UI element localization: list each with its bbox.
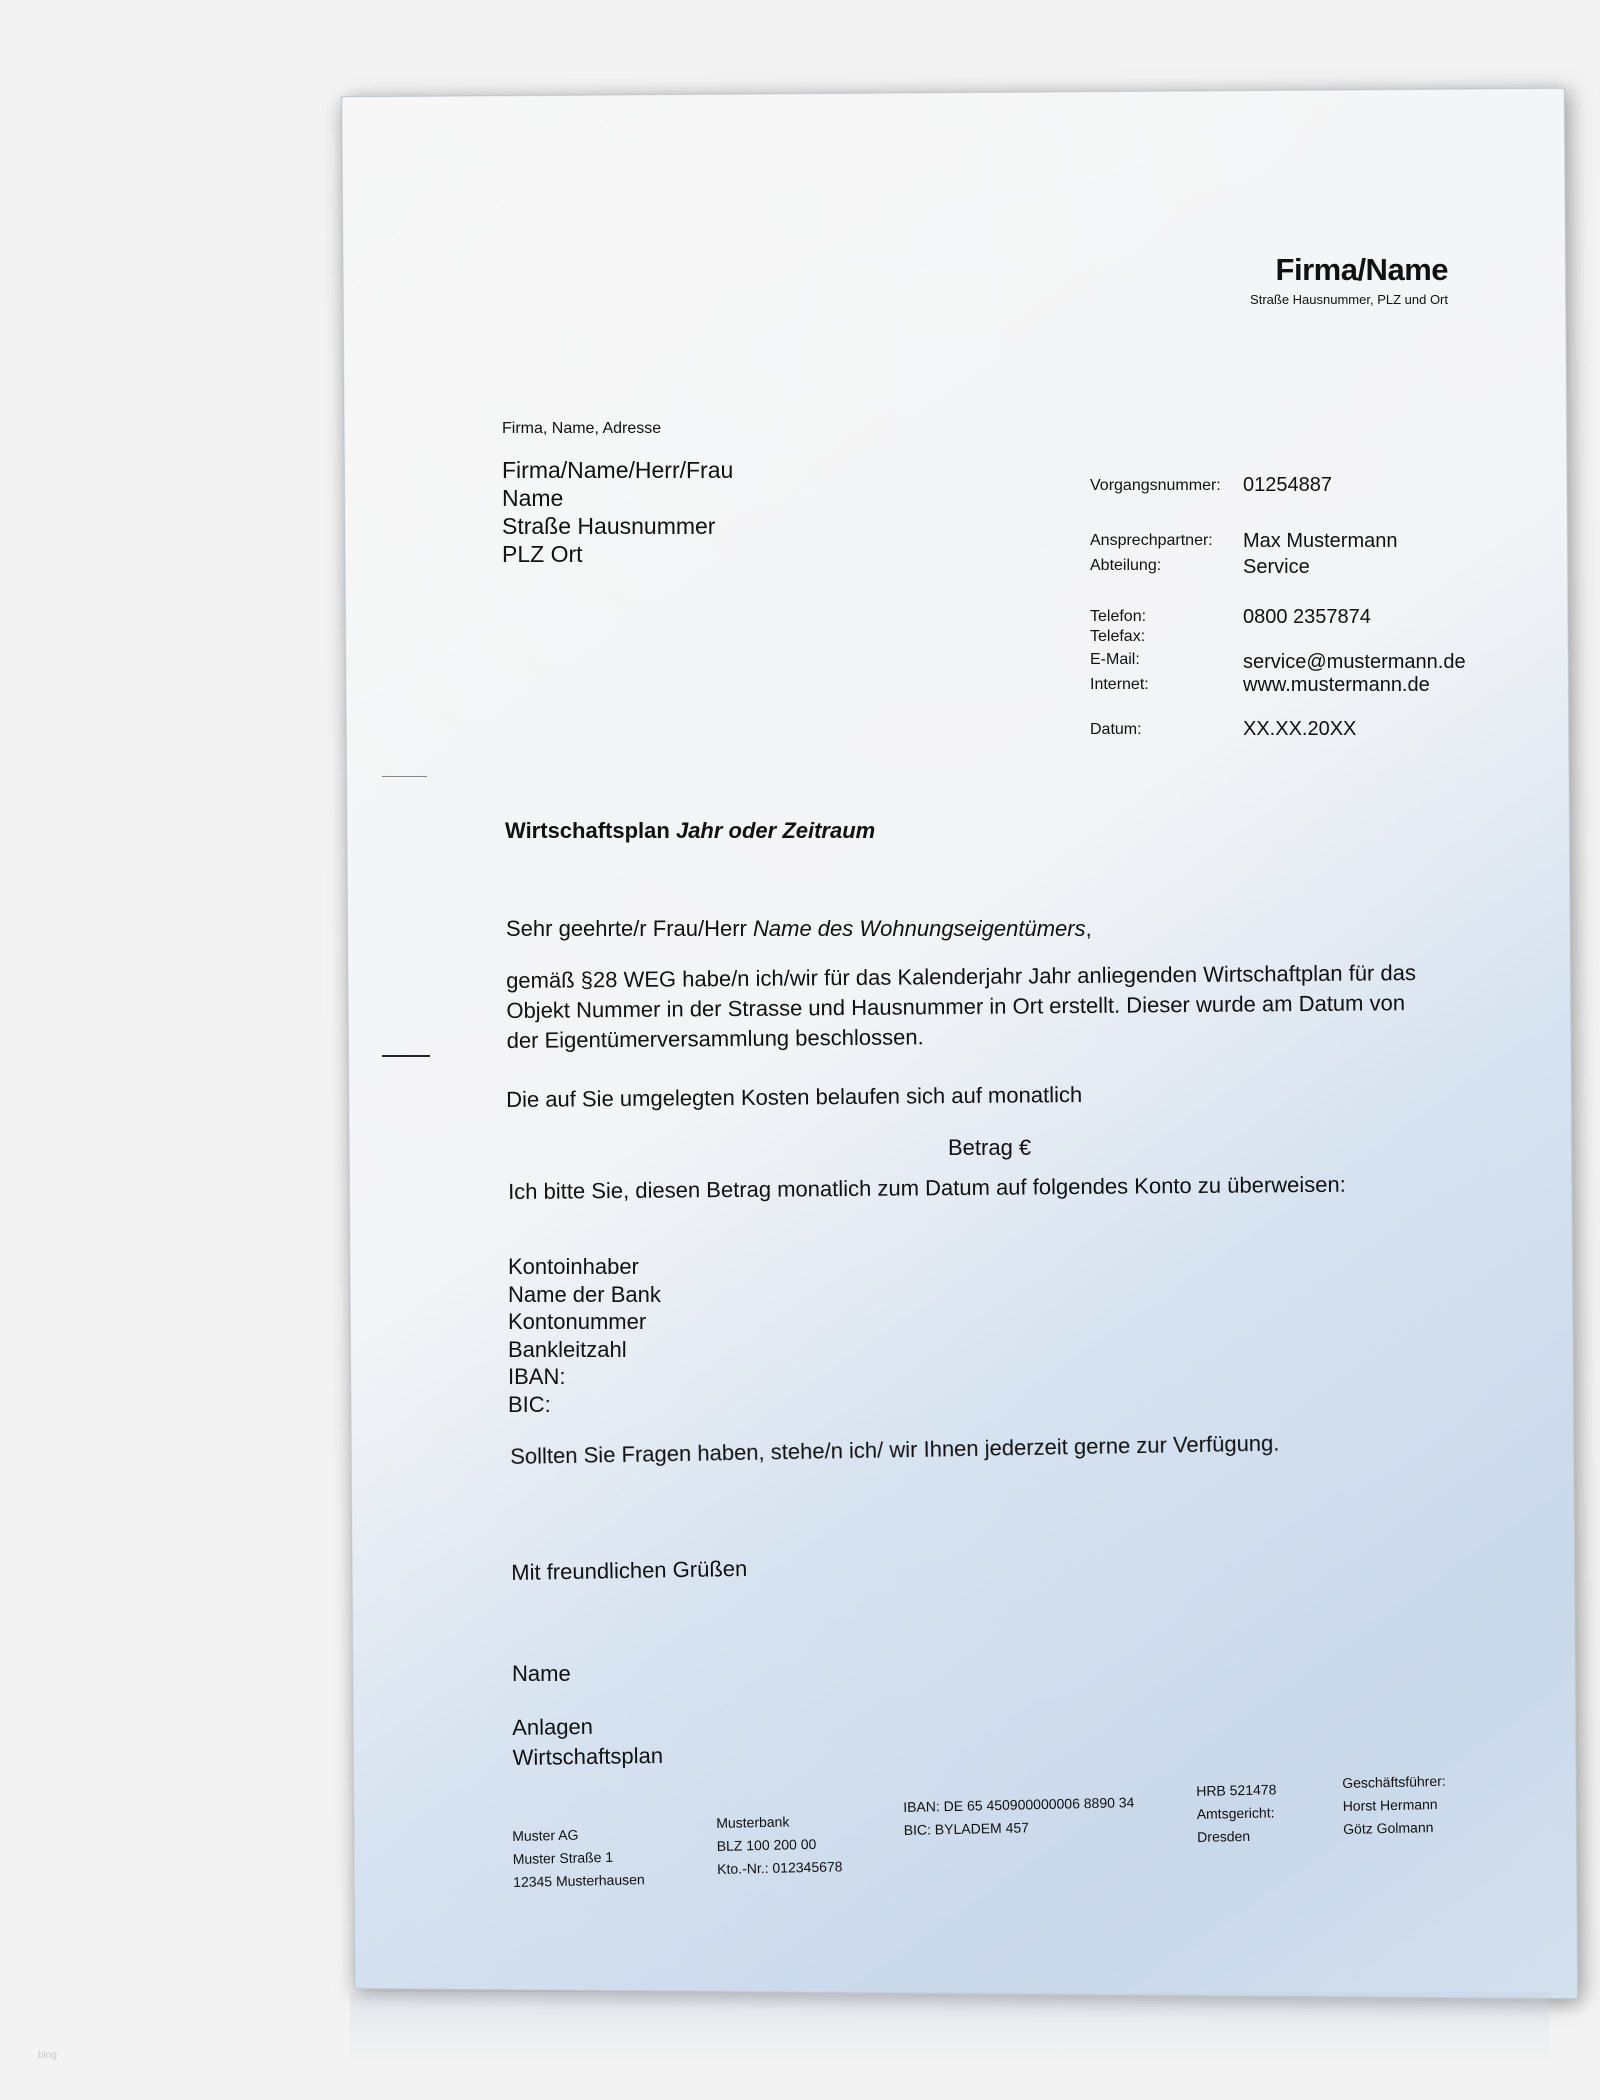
- recipient-line: PLZ Ort: [502, 541, 583, 567]
- footer-company: [512, 1822, 645, 1894]
- vorgang-value: 01254887: [1243, 474, 1332, 496]
- salutation-start: Sehr geehrte/r Frau/Herr: [506, 916, 747, 941]
- abteilung-label: Abteilung:: [1090, 557, 1162, 574]
- internet-label: Internet:: [1090, 676, 1149, 693]
- closing: Mit freundlichen Grüßen: [511, 1555, 748, 1585]
- paragraph-line: gemäß §28 WEG habe/n ich/wir für das Kalenderjahr Jahr anliegenden Wirtschaftplan für das: [506, 960, 1417, 993]
- abteilung-value: Service: [1243, 556, 1310, 578]
- footer-bank: [716, 1809, 843, 1881]
- account-number: Kontonummer: [508, 1309, 647, 1334]
- email-label: E-Mail:: [1090, 651, 1140, 668]
- paragraph-2: Die auf Sie umgelegten Kosten belaufen sich auf monatlich: [506, 1081, 1083, 1112]
- corner-watermark: blog: [38, 2050, 57, 2061]
- telefon-label: Telefon:: [1090, 608, 1147, 625]
- footer-line: Horst Hermann: [1342, 1796, 1438, 1814]
- fold-mark-top: [382, 776, 427, 777]
- attachments-label: Anlagen: [512, 1713, 594, 1740]
- footer-line: Geschäftsführer:: [1342, 1772, 1446, 1791]
- footer-line: Götz Golmann: [1343, 1819, 1434, 1837]
- salutation-end: ,: [1085, 916, 1092, 941]
- paragraph-3: Ich bitte Sie, diesen Betrag monatlich zum Datum auf folgendes Konto zu überweisen:: [508, 1171, 1346, 1204]
- ansprechpartner-label: Ansprechpartner:: [1090, 532, 1213, 549]
- fold-mark-middle: [382, 1055, 430, 1057]
- footer-line: HRB 521478: [1196, 1781, 1277, 1799]
- salutation-name: Name des Wohnungseigentümers: [753, 916, 1086, 941]
- letterhead-firm-name: Firma/Name: [1275, 252, 1448, 287]
- footer-line: Muster Straße 1: [512, 1848, 614, 1867]
- bank-details: [508, 1253, 661, 1418]
- footer-line: Dresden: [1197, 1827, 1251, 1845]
- attachment-item: Wirtschaftsplan: [512, 1742, 664, 1770]
- ansprechpartner-value: Max Mustermann: [1243, 530, 1398, 552]
- amount: Betrag €: [948, 1135, 1032, 1160]
- paragraph-4: Sollten Sie Fragen haben, stehe/n ich/ wir Ihnen jederzeit gerne zur Verfügung.: [510, 1430, 1280, 1469]
- subject-main: Wirtschaftsplan: [505, 818, 670, 843]
- vorgang-label: Vorgangsnummer:: [1090, 477, 1221, 494]
- footer-register: [1196, 1778, 1278, 1849]
- bank-name: Name der Bank: [508, 1281, 661, 1307]
- datum-value: XX.XX.20XX: [1243, 718, 1357, 740]
- recipient-address: [502, 456, 733, 568]
- account-holder: Kontoinhaber: [508, 1254, 639, 1279]
- telefon-value: 0800 2357874: [1243, 606, 1371, 628]
- recipient-line: Straße Hausnummer: [502, 513, 716, 539]
- email-value[interactable]: service@mustermann.de: [1243, 651, 1466, 673]
- recipient-line: Name: [502, 485, 564, 511]
- footer-iban: [903, 1791, 1135, 1842]
- internet-value[interactable]: www.mustermann.de: [1243, 674, 1430, 696]
- footer-line: Amtsgericht:: [1196, 1804, 1275, 1822]
- footer-line: Musterbank: [716, 1813, 790, 1831]
- bic-line: BIC:: [508, 1391, 551, 1417]
- subject-period: Jahr oder Zeitraum: [675, 818, 876, 843]
- iban-line: IBAN:: [508, 1364, 566, 1389]
- paragraph-line: der Eigentümerversammlung beschlossen.: [506, 1024, 924, 1053]
- telefax-label: Telefax:: [1090, 628, 1146, 645]
- sender-return-line: Firma, Name, Adresse: [502, 420, 662, 437]
- bank-code: Bankleitzahl: [508, 1336, 627, 1362]
- salutation: [506, 914, 1092, 944]
- footer-line: BIC: BYLADEM 457: [903, 1819, 1030, 1838]
- recipient-line: Firma/Name/Herr/Frau: [502, 457, 734, 483]
- footer-line: IBAN: DE 65 450900000006 8890 34: [903, 1794, 1135, 1815]
- page-reflection: [350, 1992, 1550, 2062]
- letterhead-firm-address: Straße Hausnummer, PLZ und Ort: [1250, 292, 1448, 307]
- footer-line: BLZ 100 200 00: [716, 1835, 817, 1854]
- paragraph-1: [506, 958, 1417, 1056]
- attachments: [512, 1711, 663, 1773]
- letter-subject: [505, 818, 875, 844]
- datum-label: Datum:: [1090, 721, 1142, 738]
- signature-name: Name: [512, 1661, 571, 1686]
- footer-line: 12345 Musterhausen: [513, 1871, 645, 1890]
- footer-line: Muster AG: [512, 1826, 579, 1844]
- footer-management: [1342, 1770, 1447, 1841]
- paragraph-line: Objekt Nummer in der Strasse und Hausnummer in Ort erstellt. Dieser wurde am Datum von: [506, 990, 1406, 1023]
- footer-line: Kto.-Nr.: 012345678: [717, 1858, 843, 1877]
